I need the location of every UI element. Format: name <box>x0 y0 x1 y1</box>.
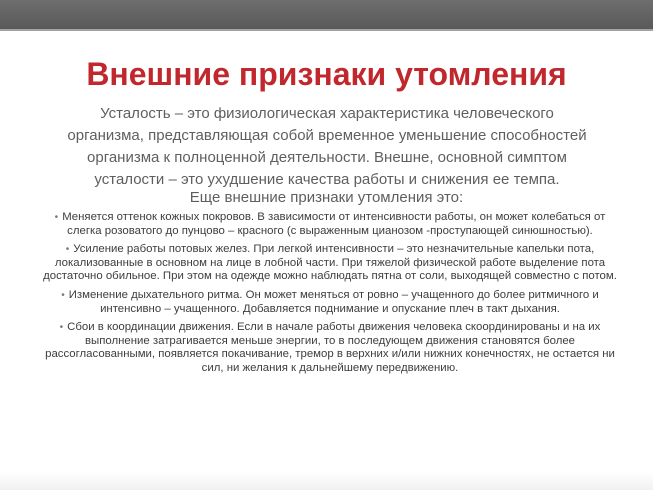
bullet-text: Сбои в координации движения. Если в начале работы движения человека скоординированы и на их выполнение затрагивается меньше энергии, то в последующем движения становятся более рассогласованными, появляется покачивание, тремор в верхних и/или нижних конечностях, не остается ни сил, ни желания к дальнейшему передвижению. <box>45 321 615 374</box>
bullet-item <box>40 243 620 284</box>
top-bar <box>0 0 653 29</box>
bullets-heading: Еще внешние признаки утомления это: <box>189 189 464 206</box>
intro-paragraph: Усталость – это физиологическая характеристика человеческого организма, представляющая собой временное уменьшение способностей организма к полноценной деятельности. Внешне, основной симптом усталости – это ухудшение качества работы и снижения ее темпа. <box>67 105 587 188</box>
bullet-dot-icon: • <box>59 322 64 334</box>
bullet-item <box>40 289 620 316</box>
bullet-dot-icon: • <box>65 244 70 256</box>
bullet-dot-icon: • <box>61 289 65 301</box>
top-bar-divider <box>0 29 653 31</box>
bottom-fade <box>0 472 653 490</box>
bullet-item <box>40 211 620 238</box>
slide-title: Внешние признаки утомления <box>86 56 567 92</box>
bullet-text: Усиление работы потовых желез. При легкой интенсивности – это незначительные капельки пота, локализованные в основном на лице в лобной части. При тяжелой физической работе выделение пота достаточно обильное. При этом на одежде можно наблюдать пятна от соли, выходящей совместно с потом. <box>43 243 617 283</box>
bullet-text: Меняется оттенок кожных покровов. В зависимости от интенсивности работы, он может колебаться от слегка розоватого до пунцово – красного (с выраженным цианозом -проступающей синюшностью). <box>62 211 606 237</box>
bullet-dot-icon: • <box>54 212 59 223</box>
bullet-text: Изменение дыхательного ритма. Он может меняться от ровно – учащенного до более ритмичного и интенсивно – учащенного. Добавляется поднимание и опускание плеч в такт дыхания. <box>68 288 599 315</box>
bullet-list <box>40 211 620 381</box>
bullet-item <box>40 321 620 375</box>
